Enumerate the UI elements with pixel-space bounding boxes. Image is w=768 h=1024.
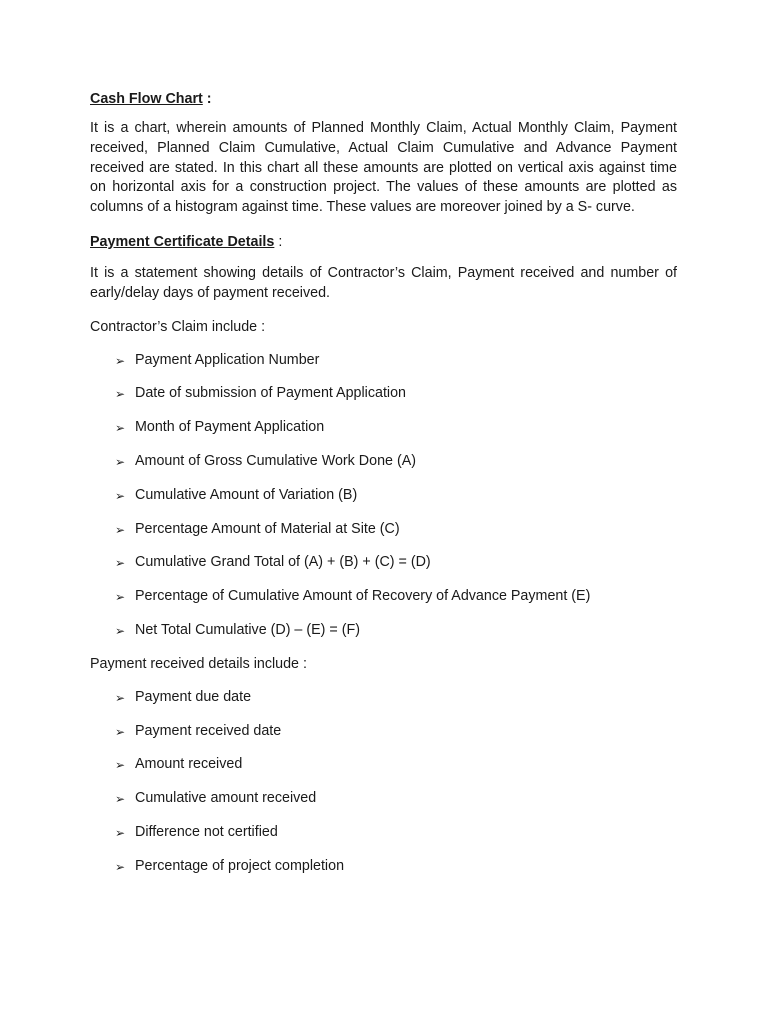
cash-flow-colon: : bbox=[202, 91, 212, 107]
arrow-bullet-icon: ➢ bbox=[115, 859, 126, 874]
list-item bbox=[115, 687, 677, 721]
list-item-text: Payment received date bbox=[135, 722, 282, 739]
list-item bbox=[115, 822, 677, 856]
contractors-claim-list bbox=[90, 350, 677, 654]
payment-certificate-paragraph: It is a statement showing details of Contractor’s Claim, Payment received and number of early/delay days of payment received. bbox=[90, 264, 677, 301]
payment-certificate-colon: : bbox=[274, 233, 283, 250]
list-item bbox=[115, 586, 677, 620]
list-item-text: Date of submission of Payment Application bbox=[135, 385, 406, 402]
arrow-bullet-icon: ➢ bbox=[115, 623, 126, 638]
list-item-text: Payment due date bbox=[135, 688, 252, 705]
payment-received-list bbox=[90, 687, 677, 890]
list-item-text: Cumulative Amount of Variation (B) bbox=[135, 486, 358, 503]
contractors-claim-intro: Contractor’s Claim include : bbox=[90, 318, 266, 335]
list-item bbox=[115, 754, 677, 788]
cash-flow-paragraph: It is a chart, wherein amounts of Planned Monthly Claim, Actual Monthly Claim, Payment received, Planned Claim Cumulative, Actual Claim Cumulative and Advance Payment received are stated. In this chart all these amounts are plotted on vertical axis against time on horizontal axis for a construction project. The values of these amounts are plotted as columns of a histogram against time. These values are moreover joined by a S- curve. bbox=[90, 120, 677, 216]
arrow-bullet-icon: ➢ bbox=[115, 590, 126, 605]
arrow-bullet-icon: ➢ bbox=[115, 488, 126, 503]
list-item bbox=[115, 485, 677, 519]
document-page bbox=[90, 88, 677, 890]
list-item-text: Amount of Gross Cumulative Work Done (A) bbox=[135, 452, 417, 469]
list-item bbox=[115, 856, 677, 890]
list-item bbox=[115, 350, 677, 384]
arrow-bullet-icon: ➢ bbox=[115, 421, 126, 436]
list-item bbox=[115, 417, 677, 451]
list-item-text: Amount received bbox=[135, 756, 243, 773]
arrow-bullet-icon: ➢ bbox=[115, 825, 126, 840]
arrow-bullet-icon: ➢ bbox=[115, 758, 126, 773]
list-item bbox=[115, 620, 677, 654]
list-item-text: Percentage of project completion bbox=[135, 857, 345, 874]
list-item bbox=[115, 552, 677, 586]
cash-flow-heading bbox=[90, 88, 677, 110]
list-item bbox=[115, 721, 677, 755]
cash-flow-title: Cash Flow Chart bbox=[90, 91, 203, 107]
list-item-text: Difference not certified bbox=[135, 823, 278, 840]
payment-received-intro: Payment received details include : bbox=[90, 655, 307, 672]
arrow-bullet-icon: ➢ bbox=[115, 454, 126, 469]
list-item-text: Cumulative amount received bbox=[135, 790, 317, 807]
list-item-text: Net Total Cumulative (D) – (E) = (F) bbox=[135, 621, 360, 638]
payment-certificate-title: Payment Certificate Details bbox=[90, 233, 275, 250]
list-item bbox=[115, 383, 677, 417]
arrow-bullet-icon: ➢ bbox=[115, 792, 126, 807]
arrow-bullet-icon: ➢ bbox=[115, 522, 126, 537]
list-item bbox=[115, 788, 677, 822]
list-item-text: Percentage Amount of Material at Site (C) bbox=[135, 520, 400, 537]
arrow-bullet-icon: ➢ bbox=[115, 387, 126, 402]
list-item bbox=[115, 451, 677, 485]
list-item-text: Payment Application Number bbox=[135, 351, 320, 368]
list-item-text: Cumulative Grand Total of (A) + (B) + (C) = (D) bbox=[135, 554, 431, 571]
list-item-text: Month of Payment Application bbox=[135, 419, 325, 436]
arrow-bullet-icon: ➢ bbox=[115, 556, 126, 571]
arrow-bullet-icon: ➢ bbox=[115, 724, 126, 739]
payment-certificate-heading bbox=[90, 231, 677, 253]
arrow-bullet-icon: ➢ bbox=[115, 353, 126, 368]
list-item-text: Percentage of Cumulative Amount of Recovery of Advance Payment (E) bbox=[135, 588, 591, 605]
arrow-bullet-icon: ➢ bbox=[115, 690, 126, 705]
list-item bbox=[115, 519, 677, 553]
